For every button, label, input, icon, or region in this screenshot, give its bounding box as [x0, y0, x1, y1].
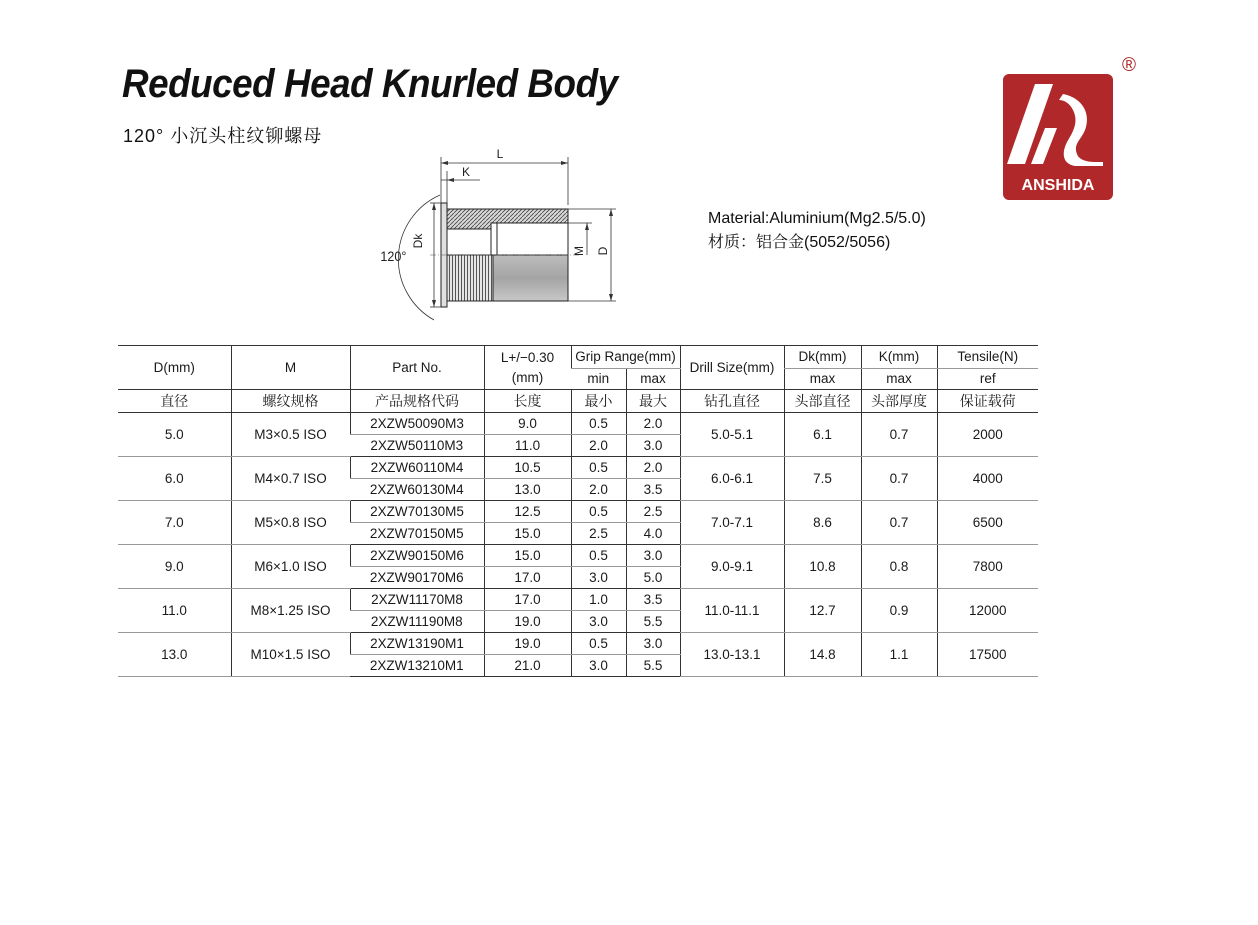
- header-cn-cell: 头部直径: [784, 390, 861, 413]
- logo-brand-text: ANSHIDA: [1021, 177, 1095, 194]
- cell-grip-max: 3.0: [626, 545, 680, 567]
- cell-part: 2XZW60130M4: [350, 479, 484, 501]
- cell-m: M10×1.5 ISO: [231, 633, 350, 677]
- cell-m: M8×1.25 ISO: [231, 589, 350, 633]
- cell-part: 2XZW70130M5: [350, 501, 484, 523]
- cell-dk: 10.8: [784, 545, 861, 589]
- header-row: [118, 346, 1038, 369]
- cell-grip-min: 3.0: [571, 655, 626, 677]
- header-tensile: Tensile(N): [937, 346, 1038, 369]
- header-drill: Drill Size(mm): [680, 346, 784, 390]
- cell-tensile: 7800: [937, 545, 1038, 589]
- registered-mark: ®: [1122, 55, 1136, 76]
- cell-l: 17.0: [484, 567, 571, 589]
- cell-grip-min: 1.0: [571, 589, 626, 611]
- cell-k: 1.1: [861, 633, 937, 677]
- header-cn-cell: 产品规格代码: [350, 390, 484, 413]
- cell-part: 2XZW11190M8: [350, 611, 484, 633]
- cell-grip-max: 3.5: [626, 479, 680, 501]
- svg-text:Dk: Dk: [411, 233, 425, 249]
- cell-l: 17.0: [484, 589, 571, 611]
- cell-dk: 14.8: [784, 633, 861, 677]
- header-l: L+/−0.30 (mm): [484, 346, 571, 390]
- header-cn-cell: 直径: [118, 390, 231, 413]
- cell-part: 2XZW13190M1: [350, 633, 484, 655]
- cell-part: 2XZW50090M3: [350, 413, 484, 435]
- table-row: [118, 589, 1038, 611]
- cell-grip-max: 5.0: [626, 567, 680, 589]
- header-grip: Grip Range(mm): [571, 346, 680, 369]
- cell-d: 9.0: [118, 545, 231, 589]
- cell-l: 10.5: [484, 457, 571, 479]
- cell-tensile: 6500: [937, 501, 1038, 545]
- cell-l: 15.0: [484, 523, 571, 545]
- cell-tensile: 2000: [937, 413, 1038, 457]
- cell-grip-max: 4.0: [626, 523, 680, 545]
- header-m: M: [231, 346, 350, 390]
- cell-k: 0.9: [861, 589, 937, 633]
- cell-k: 0.8: [861, 545, 937, 589]
- cell-drill: 9.0-9.1: [680, 545, 784, 589]
- cell-dk: 6.1: [784, 413, 861, 457]
- cell-l: 19.0: [484, 611, 571, 633]
- cell-l: 21.0: [484, 655, 571, 677]
- cell-k: 0.7: [861, 413, 937, 457]
- cell-m: M3×0.5 ISO: [231, 413, 350, 457]
- header-k: K(mm): [861, 346, 937, 369]
- cell-part: 2XZW90150M6: [350, 545, 484, 567]
- cell-part: 2XZW50110M3: [350, 435, 484, 457]
- cell-dk: 8.6: [784, 501, 861, 545]
- cell-part: 2XZW70150M5: [350, 523, 484, 545]
- header-cn-row: [118, 390, 1038, 413]
- cell-drill: 13.0-13.1: [680, 633, 784, 677]
- cell-k: 0.7: [861, 457, 937, 501]
- cell-grip-min: 2.0: [571, 435, 626, 457]
- cell-d: 5.0: [118, 413, 231, 457]
- cell-grip-max: 3.0: [626, 435, 680, 457]
- cell-part: 2XZW13210M1: [350, 655, 484, 677]
- svg-text:D: D: [596, 246, 610, 256]
- page-title: Reduced Head Knurled Body: [122, 62, 618, 106]
- cell-m: M4×0.7 ISO: [231, 457, 350, 501]
- header-dk-sub: max: [784, 369, 861, 390]
- cell-d: 7.0: [118, 501, 231, 545]
- cell-tensile: 12000: [937, 589, 1038, 633]
- cell-d: 11.0: [118, 589, 231, 633]
- header-k-sub: max: [861, 369, 937, 390]
- cell-l: 9.0: [484, 413, 571, 435]
- cell-d: 6.0: [118, 457, 231, 501]
- cell-drill: 11.0-11.1: [680, 589, 784, 633]
- cell-grip-min: 0.5: [571, 633, 626, 655]
- header-cn-cell: 钻孔直径: [680, 390, 784, 413]
- header-dk: Dk(mm): [784, 346, 861, 369]
- header-cn-cell: 长度: [484, 390, 571, 413]
- cell-part: 2XZW60110M4: [350, 457, 484, 479]
- cell-l: 12.5: [484, 501, 571, 523]
- cell-grip-min: 2.0: [571, 479, 626, 501]
- cell-grip-min: 2.5: [571, 523, 626, 545]
- cell-grip-min: 3.0: [571, 611, 626, 633]
- cell-grip-max: 3.5: [626, 589, 680, 611]
- table-row: [118, 413, 1038, 435]
- cell-l: 15.0: [484, 545, 571, 567]
- table-row: [118, 501, 1038, 523]
- table-row: [118, 457, 1038, 479]
- table-row: [118, 545, 1038, 567]
- cell-grip-min: 3.0: [571, 567, 626, 589]
- svg-text:K: K: [461, 165, 471, 179]
- cell-grip-min: 0.5: [571, 501, 626, 523]
- cell-grip-max: 2.0: [626, 457, 680, 479]
- svg-text:120°: 120°: [380, 248, 407, 265]
- cell-grip-min: 0.5: [571, 457, 626, 479]
- cell-drill: 5.0-5.1: [680, 413, 784, 457]
- material-cn: 材质：铝合金(5052/5056): [708, 234, 891, 251]
- cell-grip-max: 2.0: [626, 413, 680, 435]
- anshida-logo: [1003, 74, 1113, 200]
- header-cn-cell: 头部厚度: [861, 390, 937, 413]
- rivet-nut-diagram: [370, 145, 630, 330]
- cell-drill: 7.0-7.1: [680, 501, 784, 545]
- cell-d: 13.0: [118, 633, 231, 677]
- header-part: Part No.: [350, 346, 484, 390]
- cell-k: 0.7: [861, 501, 937, 545]
- material-info: [708, 207, 926, 255]
- svg-text:M: M: [572, 246, 586, 256]
- svg-text:L: L: [496, 147, 504, 161]
- spec-table: [118, 345, 1038, 677]
- header-tensile-sub: ref: [937, 369, 1038, 390]
- header-grip-max: max: [626, 369, 680, 390]
- cell-drill: 6.0-6.1: [680, 457, 784, 501]
- cell-part: 2XZW11170M8: [350, 589, 484, 611]
- cell-grip-max: 5.5: [626, 611, 680, 633]
- header-cn-cell: 最小: [571, 390, 626, 413]
- cell-tensile: 17500: [937, 633, 1038, 677]
- cell-part: 2XZW90170M6: [350, 567, 484, 589]
- material-en: Material:Aluminium(Mg2.5/5.0): [708, 210, 926, 227]
- header-cn-cell: 最大: [626, 390, 680, 413]
- cell-grip-max: 5.5: [626, 655, 680, 677]
- cell-m: M6×1.0 ISO: [231, 545, 350, 589]
- cell-l: 19.0: [484, 633, 571, 655]
- cell-l: 11.0: [484, 435, 571, 457]
- cell-grip-max: 3.0: [626, 633, 680, 655]
- cell-m: M5×0.8 ISO: [231, 501, 350, 545]
- cell-dk: 7.5: [784, 457, 861, 501]
- cell-tensile: 4000: [937, 457, 1038, 501]
- header-cn-cell: 保证载荷: [937, 390, 1038, 413]
- cell-grip-max: 2.5: [626, 501, 680, 523]
- cell-grip-min: 0.5: [571, 545, 626, 567]
- table-row: [118, 633, 1038, 655]
- header-d: D(mm): [118, 346, 231, 390]
- cell-dk: 12.7: [784, 589, 861, 633]
- page-subtitle: 120° 小沉头柱纹铆螺母: [123, 126, 323, 146]
- cell-grip-min: 0.5: [571, 413, 626, 435]
- header-cn-cell: 螺纹规格: [231, 390, 350, 413]
- header-grip-min: min: [571, 369, 626, 390]
- cell-l: 13.0: [484, 479, 571, 501]
